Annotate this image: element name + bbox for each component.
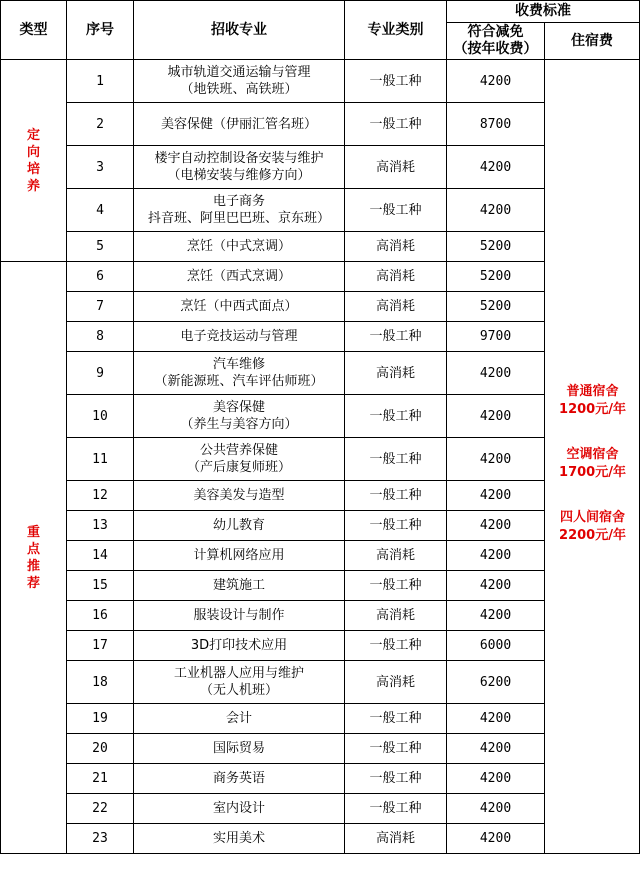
fee-cell: 4200 <box>447 601 545 631</box>
major-line: 汽车维修 <box>212 357 265 372</box>
category-cell: 一般工种 <box>345 189 447 232</box>
fee-cell: 4200 <box>447 60 545 103</box>
group-char: 荐 <box>26 575 40 591</box>
fee-cell: 4200 <box>447 541 545 571</box>
seq-cell: 12 <box>67 481 134 511</box>
category-cell: 高消耗 <box>345 232 447 262</box>
table-row <box>1 189 640 232</box>
major-line: （电梯安装与维修方向） <box>167 168 311 183</box>
seq-cell: 7 <box>67 292 134 322</box>
major-cell <box>134 661 345 704</box>
category-cell: 高消耗 <box>345 352 447 395</box>
group-char: 向 <box>26 144 40 160</box>
dorm-option <box>545 383 640 419</box>
seq-cell: 11 <box>67 438 134 481</box>
seq-cell: 15 <box>67 571 134 601</box>
major-line: （养生与美容方向） <box>180 417 298 432</box>
major-line: 美容保健（伊丽汇管名班） <box>160 116 317 132</box>
major-line: （地铁班、高铁班） <box>180 82 298 97</box>
fee-cell: 8700 <box>447 103 545 146</box>
major-cell <box>134 395 345 438</box>
major-line: 烹饪（中西式面点） <box>180 299 298 314</box>
fee-cell: 5200 <box>447 232 545 262</box>
major-line: 美容保健 <box>212 400 265 415</box>
table-row <box>1 292 640 322</box>
major-cell <box>134 631 345 661</box>
seq-cell: 17 <box>67 631 134 661</box>
major-cell <box>134 511 345 541</box>
seq-cell: 6 <box>67 262 134 292</box>
category-cell: 一般工种 <box>345 631 447 661</box>
seq-cell: 16 <box>67 601 134 631</box>
table-row <box>1 322 640 352</box>
major-line: 幼儿教育 <box>212 518 265 533</box>
group-char: 定 <box>26 127 40 143</box>
group-label-recommended <box>1 262 67 854</box>
header-category: 专业类别 <box>345 1 447 60</box>
fee-cell: 4200 <box>447 438 545 481</box>
seq-cell: 23 <box>67 824 134 854</box>
major-cell <box>134 322 345 352</box>
dorm-name: 空调宿舍 <box>566 447 619 462</box>
major-cell <box>134 764 345 794</box>
major-cell <box>134 292 345 322</box>
dorm-name: 普通宿舍 <box>566 384 619 399</box>
fee-cell: 5200 <box>447 262 545 292</box>
seq-cell: 3 <box>67 146 134 189</box>
major-cell <box>134 824 345 854</box>
seq-cell: 5 <box>67 232 134 262</box>
dorm-price: 1200元/年 <box>559 402 626 417</box>
seq-cell: 14 <box>67 541 134 571</box>
major-line: 烹饪（中式烹调） <box>186 239 291 254</box>
fee-cell: 4200 <box>447 189 545 232</box>
fee-cell: 6200 <box>447 661 545 704</box>
major-cell <box>134 232 345 262</box>
fee-cell: 5200 <box>447 292 545 322</box>
major-cell <box>134 481 345 511</box>
category-cell: 高消耗 <box>345 824 447 854</box>
fee-cell: 4200 <box>447 146 545 189</box>
group-char: 推 <box>26 558 40 574</box>
dorm-name: 四人间宿舍 <box>559 510 625 525</box>
header-tuition-line2: （按年收费） <box>453 41 538 57</box>
fee-cell: 4200 <box>447 794 545 824</box>
table-row <box>1 734 640 764</box>
category-cell: 一般工种 <box>345 395 447 438</box>
major-cell <box>134 352 345 395</box>
table-row <box>1 481 640 511</box>
category-cell: 一般工种 <box>345 764 447 794</box>
fee-cell: 9700 <box>447 322 545 352</box>
seq-cell: 22 <box>67 794 134 824</box>
table-row <box>1 764 640 794</box>
fee-cell: 4200 <box>447 481 545 511</box>
dorm-price: 1700元/年 <box>559 465 626 480</box>
fee-cell: 4200 <box>447 511 545 541</box>
category-cell: 一般工种 <box>345 322 447 352</box>
major-line: 室内设计 <box>212 801 265 816</box>
major-cell <box>134 103 345 146</box>
header-dorm: 住宿费 <box>545 23 640 60</box>
seq-cell: 9 <box>67 352 134 395</box>
major-cell <box>134 262 345 292</box>
major-cell <box>134 571 345 601</box>
dorm-option <box>545 446 640 482</box>
group-char: 重 <box>26 524 40 540</box>
table-row <box>1 571 640 601</box>
fee-cell: 4200 <box>447 734 545 764</box>
major-cell <box>134 438 345 481</box>
major-line: 工业机器人应用与维护 <box>173 666 304 681</box>
table-row <box>1 438 640 481</box>
major-line: 抖音班、阿里巴巴班、京东班） <box>147 211 330 226</box>
fee-cell: 4200 <box>447 571 545 601</box>
table-row <box>1 352 640 395</box>
seq-cell: 20 <box>67 734 134 764</box>
major-cell <box>134 146 345 189</box>
dorm-price: 2200元/年 <box>559 528 626 543</box>
major-cell <box>134 734 345 764</box>
category-cell: 一般工种 <box>345 481 447 511</box>
header-major: 招收专业 <box>134 1 345 60</box>
seq-cell: 18 <box>67 661 134 704</box>
table-row <box>1 631 640 661</box>
table-row <box>1 601 640 631</box>
header-seq: 序号 <box>67 1 134 60</box>
fee-cell: 4200 <box>447 395 545 438</box>
major-line: （产后康复师班） <box>186 460 291 475</box>
table-row <box>1 511 640 541</box>
header-type: 类型 <box>1 1 67 60</box>
major-line: 城市轨道交通运输与管理 <box>167 65 311 80</box>
category-cell: 高消耗 <box>345 661 447 704</box>
fee-cell: 6000 <box>447 631 545 661</box>
major-line: 国际贸易 <box>212 741 265 756</box>
major-line: （无人机班） <box>199 683 278 698</box>
seq-cell: 13 <box>67 511 134 541</box>
category-cell: 一般工种 <box>345 734 447 764</box>
major-line: 商务英语 <box>212 771 265 786</box>
table-row <box>1 794 640 824</box>
group-char: 养 <box>26 178 40 194</box>
category-cell: 一般工种 <box>345 511 447 541</box>
major-line: 电子商务 <box>212 194 265 209</box>
fee-cell: 4200 <box>447 352 545 395</box>
major-cell <box>134 794 345 824</box>
table-row <box>1 146 640 189</box>
major-line: （新能源班、汽车评估师班） <box>154 374 324 389</box>
header-fee-standard: 收费标准 <box>447 1 640 23</box>
major-line: 建筑施工 <box>212 578 265 593</box>
fee-cell: 4200 <box>447 824 545 854</box>
category-cell: 一般工种 <box>345 60 447 103</box>
table-row <box>1 704 640 734</box>
major-line: 楼宇自动控制设备安装与维护 <box>154 151 324 166</box>
major-line: 电子竞技运动与管理 <box>180 329 298 344</box>
table-row <box>1 232 640 262</box>
major-line: 实用美术 <box>212 831 265 846</box>
table-row <box>1 60 640 103</box>
table-row <box>1 103 640 146</box>
seq-cell: 10 <box>67 395 134 438</box>
category-cell: 高消耗 <box>345 146 447 189</box>
group-char: 点 <box>26 541 40 557</box>
category-cell: 高消耗 <box>345 601 447 631</box>
major-line: 美容美发与造型 <box>193 488 285 503</box>
dorm-option <box>545 509 640 545</box>
major-line: 计算机网络应用 <box>193 548 285 563</box>
major-cell <box>134 601 345 631</box>
fee-cell: 4200 <box>447 764 545 794</box>
major-cell <box>134 704 345 734</box>
group-char: 培 <box>26 161 40 177</box>
major-cell <box>134 541 345 571</box>
major-line: 公共营养保健 <box>199 443 278 458</box>
dorm-fee-panel <box>545 383 640 545</box>
seq-cell: 2 <box>67 103 134 146</box>
seq-cell: 1 <box>67 60 134 103</box>
category-cell: 高消耗 <box>345 292 447 322</box>
fee-cell: 4200 <box>447 704 545 734</box>
major-cell <box>134 189 345 232</box>
category-cell: 一般工种 <box>345 103 447 146</box>
category-cell: 高消耗 <box>345 541 447 571</box>
seq-cell: 19 <box>67 704 134 734</box>
table-row <box>1 824 640 854</box>
group-label-directed <box>1 60 67 262</box>
header-tuition <box>447 23 545 60</box>
major-cell <box>134 60 345 103</box>
category-cell: 一般工种 <box>345 794 447 824</box>
table-row <box>1 262 640 292</box>
table-row <box>1 541 640 571</box>
category-cell: 一般工种 <box>345 704 447 734</box>
category-cell: 高消耗 <box>345 262 447 292</box>
major-line: 会计 <box>225 711 252 726</box>
seq-cell: 8 <box>67 322 134 352</box>
major-line: 3D打印技术应用 <box>190 638 288 653</box>
seq-cell: 4 <box>67 189 134 232</box>
category-cell: 一般工种 <box>345 438 447 481</box>
major-line: 烹饪（西式烹调） <box>186 269 291 284</box>
category-cell: 一般工种 <box>345 571 447 601</box>
seq-cell: 21 <box>67 764 134 794</box>
major-line: 服装设计与制作 <box>193 608 285 623</box>
table-row <box>1 661 640 704</box>
header-tuition-line1: 符合减免 <box>467 24 524 40</box>
table-row <box>1 395 640 438</box>
